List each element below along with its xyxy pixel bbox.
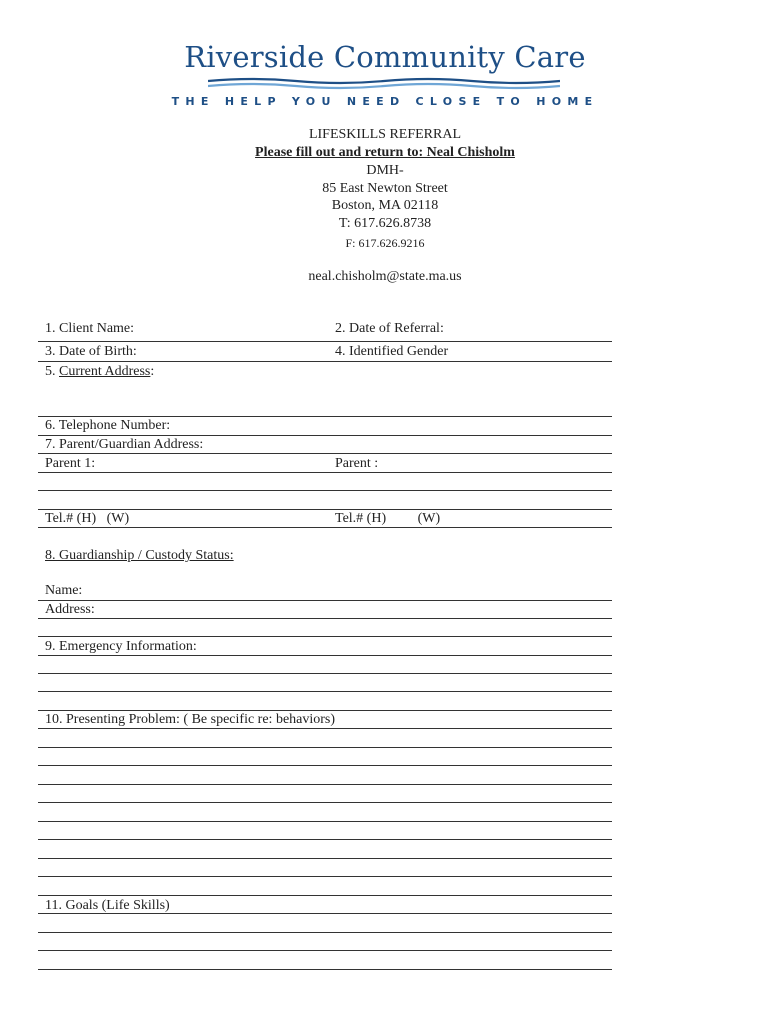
tel-left-label: Tel.# (H) (W) — [45, 511, 130, 526]
date-of-birth-label: 3. Date of Birth: — [45, 344, 137, 359]
field-line — [38, 636, 612, 637]
field-line — [38, 527, 612, 528]
guardianship-label: 8. Guardianship / Custody Status: — [45, 548, 234, 563]
field-line — [38, 895, 612, 896]
field-line — [38, 509, 612, 510]
return-to-line: Please fill out and return to: Neal Chisholm — [255, 145, 515, 160]
date-of-referral-label: 2. Date of Referral: — [335, 321, 444, 336]
logo-title: Riverside Community Care — [184, 40, 586, 74]
field-line — [38, 435, 612, 436]
parent-address-label: 7. Parent/Guardian Address: — [45, 437, 204, 452]
field-line — [38, 673, 612, 674]
guardian-name-label: Name: — [45, 583, 83, 598]
parent1-label: Parent 1: — [45, 456, 96, 471]
city-line: Boston, MA 02118 — [331, 198, 439, 213]
field-line — [38, 416, 612, 417]
guardian-address-label: Address: — [45, 602, 95, 617]
field-line — [38, 821, 612, 822]
field-line — [38, 765, 612, 766]
current-address-label: 5. Current Address: — [45, 364, 155, 379]
field-line — [38, 600, 612, 601]
email-line: neal.chisholm@state.ma.us — [308, 269, 462, 284]
field-line — [38, 858, 612, 859]
parent2-label: Parent : — [335, 456, 379, 471]
goals-label: 11. Goals (Life Skills) — [45, 898, 170, 913]
field-line — [38, 969, 612, 970]
client-name-label: 1. Client Name: — [45, 321, 135, 336]
field-line — [38, 932, 612, 933]
form-title: LIFESKILLS REFERRAL — [308, 127, 462, 142]
emergency-label: 9. Emergency Information: — [45, 639, 197, 654]
phone-line: T: 617.626.8738 — [338, 216, 432, 231]
field-line — [38, 341, 612, 342]
field-line — [38, 691, 612, 692]
tel-right-label: Tel.# (H) (W) — [335, 511, 441, 526]
logo-wave-icon — [208, 76, 560, 90]
street-line: 85 East Newton Street — [322, 181, 448, 196]
field-line — [38, 710, 612, 711]
field-line — [38, 728, 612, 729]
logo-tagline: THE HELP YOU NEED CLOSE TO HOME — [171, 95, 599, 108]
field-line — [38, 490, 612, 491]
field-line — [38, 839, 612, 840]
identified-gender-label: 4. Identified Gender — [335, 344, 449, 359]
field-line — [38, 876, 612, 877]
field-line — [38, 618, 612, 619]
field-line — [38, 913, 612, 914]
fax-line: F: 617.626.9216 — [345, 236, 425, 250]
field-line — [38, 472, 612, 473]
field-line — [38, 784, 612, 785]
field-line — [38, 747, 612, 748]
field-line — [38, 802, 612, 803]
org-line: DMH- — [366, 163, 404, 178]
field-line — [38, 655, 612, 656]
telephone-label: 6. Telephone Number: — [45, 418, 171, 433]
field-line — [38, 453, 612, 454]
field-line — [38, 950, 612, 951]
presenting-problem-label: 10. Presenting Problem: ( Be specific re: behaviors) — [45, 712, 336, 727]
field-line — [38, 361, 612, 362]
